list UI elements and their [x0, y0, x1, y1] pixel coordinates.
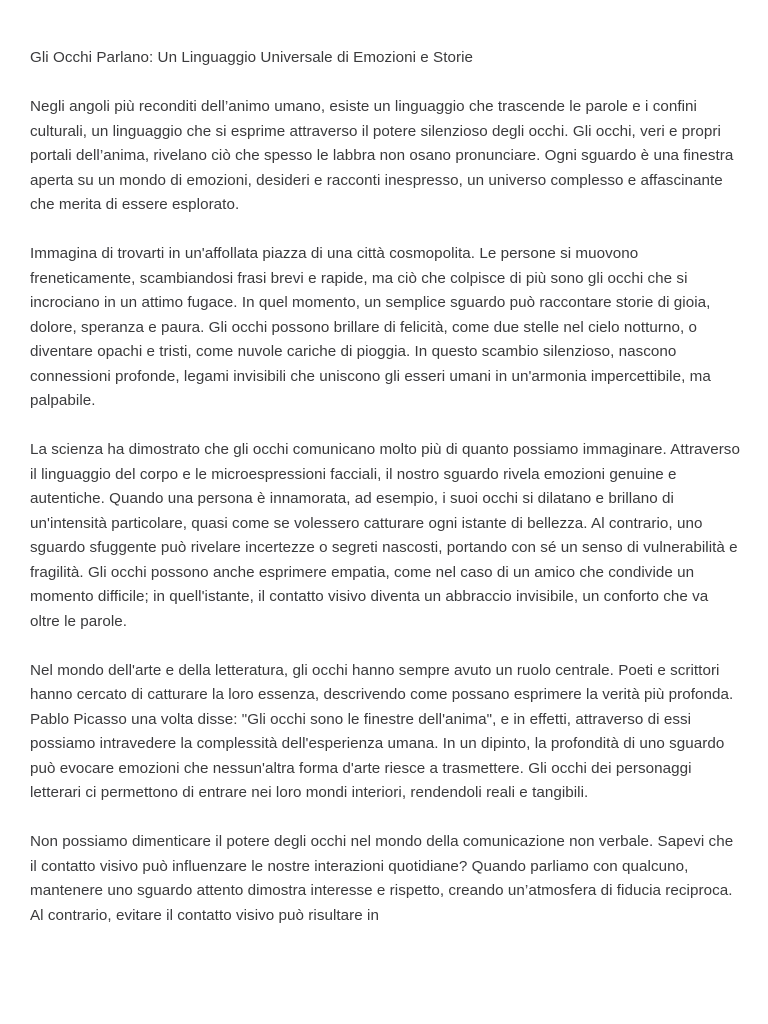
paragraph-1: Negli angoli più reconditi dell’animo umano, esiste un linguaggio che trascende le parole e i confini culturali, un linguaggio che si esprime attraverso il potere silenzioso degli occhi. Gli occhi, veri e propri portali dell’anima, rivelano ciò che spesso le labbra non osano pronunciare. Ogni sguardo è una finestra aperta su un mondo di emozioni, desideri e racconti inespresso, un universo complesso e affascinante che merita di essere esplorato.	[30, 98, 734, 213]
paragraph-5: Non possiamo dimenticare il potere degli occhi nel mondo della comunicazione non verbale. Sapevi che il contatto visivo può influenzare le nostre interazioni quotidiane? Quando parliamo con qualcuno, mantenere uno sguardo attento dimostra interesse e rispetto, creando un’atmosfera di fiducia reciproca. Al contrario, evitare il contatto visivo può risultare in	[30, 833, 734, 924]
paragraph-4: Nel mondo dell'arte e della letteratura, gli occhi hanno sempre avuto un ruolo centrale. Poeti e scrittori hanno cercato di catturare la loro essenza, descrivendo come possano esprimere la verità più profonda. Pablo Picasso una volta disse: "Gli occhi sono le finestre dell'anima", e in effetti, attraverso di essi possiamo intravedere la complessità dell'esperienza umana. In un dipinto, la profondità di uno sguardo può evocare emozioni che nessun'altra forma d'arte riesce a trasmettere. Gli occhi dei personaggi letterari ci permettono di entrare nei loro mondi interiori, rendendoli reali e tangibili.	[30, 661, 734, 801]
paragraph-2: Immagina di trovarti in un'affollata piazza di una città cosmopolita. Le persone si muovono freneticamente, scambiandosi frasi brevi e rapide, ma ciò che colpisce di più sono gli occhi che si incrociano in un attimo fugace. In quel momento, un semplice sguardo può raccontare storie di gioia, dolore, speranza e paura. Gli occhi possono brillare di felicità, come due stelle nel cielo notturno, o diventare opachi e tristi, come nuvole cariche di pioggia. In questo scambio silenzioso, nascono connessioni profonde, legami invisibili che uniscono gli esseri umani in un'armonia impercettibile, ma palpabile.	[30, 245, 711, 409]
document-title: Gli Occhi Parlano: Un Linguaggio Universale di Emozioni e Storie	[30, 49, 474, 66]
document-body	[30, 46, 742, 953]
paragraph-3: La scienza ha dimostrato che gli occhi comunicano molto più di quanto possiamo immaginare. Attraverso il linguaggio del corpo e le microespressioni facciali, il nostro sguardo rivela emozioni genuine e autentiche. Quando una persona è innamorata, ad esempio, i suoi occhi si dilatano e brillano di un'intensità particolare, quasi come se volessero catturare ogni istante di bellezza. Al contrario, uno sguardo sfuggente può rivelare incertezze o segreti nascosti, portando con sé un senso di vulnerabilità e fragilità. Gli occhi possono anche esprimere empatia, come nel caso di un amico che condivide un momento difficile; in quell'istante, il contatto visivo diventa un abbraccio invisibile, un conforto che va oltre le parole.	[30, 441, 740, 630]
